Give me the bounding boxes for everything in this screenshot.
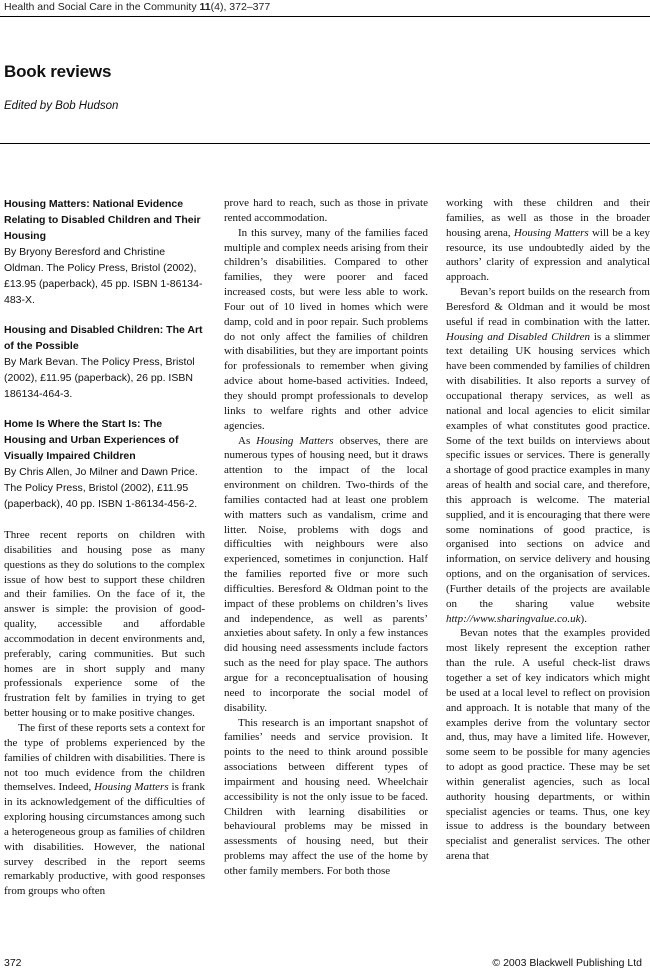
section-title: Book reviews	[4, 62, 112, 81]
text-run: is a slimmer text detailing UK housing services which have been commended by families of children with disabilities. It also reports a survey of occupational therapy services, as well as national and local agencies to elicit similar examples of what constitutes good practice. Some of the text builds on interviews about specific issues or services. There is generally a shortage of good practice examples in many areas of health and social care, and therefore, this approach is welcome. The material supplied, and it is encouraging that there were some nominations of good practice, is organised into sections on advice and information, on service delivery and housing options, and on the organisation of services. (Further details of the projects are available on the sharing value website	[446, 330, 650, 610]
header-rule	[0, 16, 650, 17]
book-details: By Bryony Beresford and Christine Oldman. The Policy Press, Bristol (2002), £13.95 (paperback), 45 pp. ISBN 1-86134-483-X.	[4, 246, 203, 306]
section-rule	[0, 143, 650, 144]
book-title-italic: Housing Matters	[94, 781, 169, 794]
book-details: By Mark Bevan. The Policy Press, Bristol (2002), £11.95 (paperback), 26 pp. ISBN 186134-464-3.	[4, 356, 195, 400]
body-paragraph	[4, 721, 205, 899]
book-title: Housing and Disabled Children: The Art of the Possible	[4, 324, 203, 352]
body-paragraph: Three recent reports on children with disabilities and housing pose as many questions as they do solutions to the complex issue of how best to support these children and their families. On the face of it, the answer is simple: the provision of good-quality, accessible and affordable accommodation in decent environments and, preferably, caring communities. But such homes are in short supply and many professionals experience some of the frustration felt by families in trying to get better housing or to make positive changes.	[4, 529, 205, 720]
body-paragraph	[224, 434, 428, 716]
column-1	[4, 196, 205, 899]
body-paragraph: Bevan notes that the examples provided most likely represent the exception rather than the rule. A useful check-list draws together a set of key indicators which might be used at a local level to reflect on provision and approach. It is notable that many of the examples derive from the voluntary sector and, thus, may have a limited life. However, some seem to be possible for many agencies to adopt as good practice. These may be set within generalist agencies, such as local authority housing departments, or within specialist agencies or teams. Thus, one key issue to address is the boundary between specialist and generalist services. The other arena that	[446, 627, 650, 863]
column-2	[224, 196, 428, 879]
body-paragraph: prove hard to reach, such as those in private rented accommodation.	[224, 197, 428, 224]
body-paragraph: This research is an important snapshot of families’ needs and service provision. It points to the need to think around possible associations between different types of impairment and housing need. Wheelchair accessibility is not the only issue to be faced. Children with learning disabilities or behavioural problems may be missed in assessments of housing need, but their problems may affect the use of the home by other family members. For both those	[224, 716, 428, 877]
book-title-italic: Housing Matters	[513, 226, 589, 239]
website-link[interactable]: http://www.sharingvalue.co.uk	[446, 612, 581, 625]
page-number: 372	[4, 957, 22, 969]
copyright-notice: © 2003 Blackwell Publishing Ltd	[492, 957, 642, 969]
body-paragraph	[446, 196, 650, 285]
book-title-italic: Housing Matters	[256, 434, 334, 447]
book-title: Housing Matters: National Evidence Relating to Disabled Children and Their Housing	[4, 198, 201, 242]
column-3	[446, 196, 650, 864]
text-run: As	[238, 434, 257, 447]
journal-name: Health and Social Care in the Community	[4, 1, 197, 13]
running-head	[4, 1, 270, 13]
text-run: The first of these reports sets a context for the type of problems experienced by the families of children with disabilities. There is not too much evidence from the children themselves. Indeed,	[4, 721, 205, 794]
journal-volume: 11	[199, 1, 211, 13]
body-paragraph: In this survey, many of the families faced multiple and complex needs arising from their children’s disabilities. Compared to other families, they were poorer and faced increased costs, but were less able to work. Four out of 10 lived in homes which were damp, cold and in poor repair. Such problems do not only affect the families of children with disabilities, but they are important points for professionals to remember when giving advice about home-based activities. Indeed, they should prompt professionals to develop links to welfare rights and other advice agencies.	[224, 226, 428, 432]
book-entry-2	[4, 322, 205, 402]
book-entry-3	[4, 416, 205, 512]
text-run: Bevan’s report builds on the research from Beresford & Oldman and it would be most useful if read in combination with the latter.	[446, 286, 650, 328]
text-run: ).	[580, 612, 587, 625]
book-details: By Chris Allen, Jo Milner and Dawn Price. The Policy Press, Bristol (2002), £11.95 (paperback), 40 pp. ISBN 1-86134-456-2.	[4, 466, 198, 510]
text-run: is frank in its acknowledgement of the difficulties of exploring housing circumstances among such a heterogeneous group as families of children with disabilities. However, the national survey described in the report seems remarkably productive, with good responses from groups who often	[4, 781, 206, 898]
book-title-italic: Housing and Disabled Children	[446, 330, 590, 343]
book-title: Home Is Where the Start Is: The Housing and Urban Experiences of Visually Impaired Children	[4, 418, 179, 462]
text-run: observes, there are numerous types of housing need, but it draws attention to the impact of the local environment on children. Two-thirds of the families contacted had at least one problem with matters such as vandalism, crime and litter. Noise, problems with dogs and difficulties with neighbours were also experienced, sometimes in conjunction. Half the families reported five or more such difficulties. Beresford & Oldman point to the impact of these problems on children’s lives and independence, as well as parents’ anxieties about safety. In only a few instances did housing need assessments include factors such as the need for play space. The authors argue for a reconceptualisation of housing need to incorporate the social model of disability.	[224, 434, 428, 714]
section-editor: Edited by Bob Hudson	[4, 100, 119, 112]
journal-issue-pages: (4), 372–377	[210, 1, 271, 13]
book-entry-1	[4, 196, 205, 308]
text-run: will be a key resource, its use undoubtedly aided by the authors’ clarity of expression and analytical approach.	[446, 226, 650, 284]
body-paragraph	[446, 285, 650, 626]
text-run: working with these children and their families, as well as those in the broader housing arena,	[446, 197, 650, 239]
